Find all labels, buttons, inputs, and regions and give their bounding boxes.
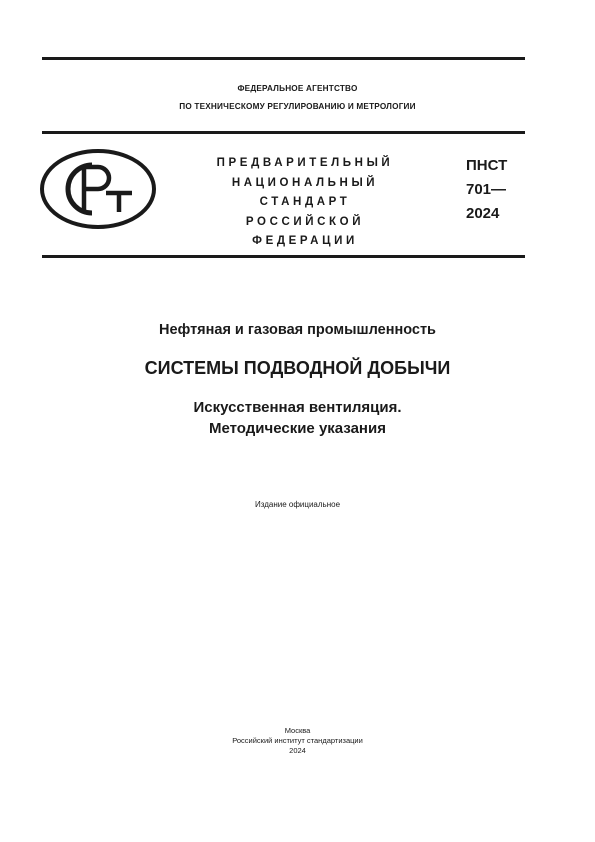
top-rule <box>42 57 525 60</box>
year: 2024 <box>289 746 306 755</box>
edition-label: Издание официальное <box>254 500 341 509</box>
standard-designation <box>466 154 507 226</box>
publisher: Российский институт стандартизации <box>232 736 363 745</box>
standard-type-line: СТАНДАРТ <box>259 196 351 208</box>
designation-line: 2024 <box>466 205 500 222</box>
city: Москва <box>284 726 311 735</box>
standard-type-line: ПРЕДВАРИТЕЛЬНЫЙ <box>216 157 394 169</box>
publication-info <box>0 726 595 756</box>
designation-line: ПНСТ <box>466 157 508 174</box>
designation-line: 701— <box>466 181 507 198</box>
subtitle-line-2: Методические указания <box>209 420 386 437</box>
standard-type <box>180 154 430 252</box>
standard-type-line: РОССИЙСКОЙ <box>245 215 365 228</box>
subtitle-line-1: Искусственная вентиляция. <box>193 399 402 416</box>
gost-r-logo-icon <box>40 148 158 230</box>
main-title: СИСТЕМЫ ПОДВОДНОЙ ДОБЫЧИ <box>144 358 451 378</box>
header-rule <box>42 131 525 134</box>
standard-type-line: НАЦИОНАЛЬНЫЙ <box>231 176 379 189</box>
agency-line-1: ФЕДЕРАЛЬНОЕ АГЕНТСТВО <box>237 84 358 93</box>
standard-type-line: ФЕДЕРАЦИИ <box>252 235 358 247</box>
sector-title: Нефтяная и газовая промышленность <box>159 322 436 338</box>
agency-line-2: ПО ТЕХНИЧЕСКОМУ РЕГУЛИРОВАНИЮ И МЕТРОЛОГИИ <box>179 102 416 111</box>
subtitle <box>0 397 595 439</box>
designation-rule <box>42 255 525 258</box>
